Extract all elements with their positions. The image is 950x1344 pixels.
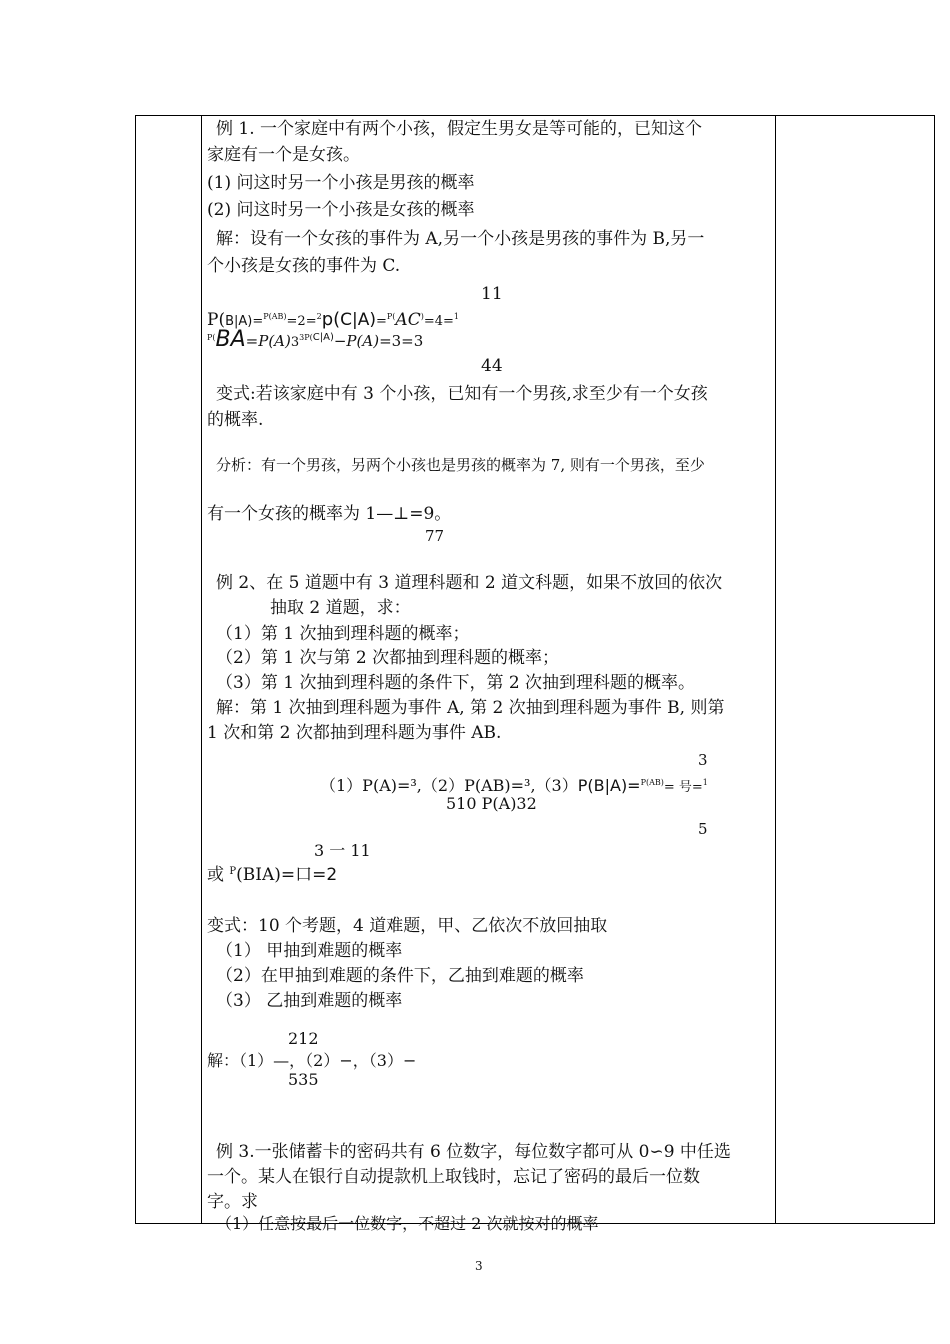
f1-a: P( xyxy=(207,310,226,330)
ex2-question-3: （3）第 1 次抽到理科题的条件下，第 2 次抽到理科题的概率。 xyxy=(216,673,696,693)
ex1-variant-line1: 变式:若该家庭中有 3 个小孩，已知有一个男孩,求至少有一个女孩 xyxy=(216,384,708,404)
f1-n: 1 xyxy=(453,312,459,321)
ex2-answer-denominator: 535 xyxy=(288,1070,319,1089)
f1-h: C|A) xyxy=(340,310,376,330)
f2-e: 3 xyxy=(299,333,305,342)
ex1-analysis-line1: 分析：有一个男孩，另两个小孩也是男孩的概率为 7, 则有一个男孩，至少 xyxy=(216,456,705,474)
ex2-variant-question-1: （1） 甲抽到难题的概率 xyxy=(216,941,403,961)
f1-j: P( xyxy=(386,312,396,321)
ex2-alt-numerator: 3 一 11 xyxy=(314,841,371,860)
ex2-top-number: 3 xyxy=(698,751,708,769)
f1-g: p( xyxy=(321,309,341,330)
ex2-title-line1: 例 2、在 5 道题中有 3 道理科题和 2 道文科题，如果不放回的依次 xyxy=(216,573,723,593)
f1-i: = xyxy=(376,314,387,329)
f2-d: 3 xyxy=(290,335,300,350)
ex2-variant-question-2: （2）在甲抽到难题的条件下，乙抽到难题的概率 xyxy=(216,966,584,986)
f2-c: =P(A) xyxy=(245,332,291,350)
f2-i: =3=3 xyxy=(379,332,424,350)
ex1-analysis-line2: 有一个女孩的概率为 1—⊥=9。 xyxy=(207,504,452,524)
table-left-border xyxy=(135,115,136,1224)
f1-b: B|A) xyxy=(225,314,253,329)
ex2-formula-b: P(B|A)= xyxy=(577,776,641,795)
f1-c: = xyxy=(252,314,264,329)
alt-a: 或 xyxy=(207,865,230,885)
ex2-formula-e: 1 xyxy=(702,778,708,787)
ex2-answer-numerator: 212 xyxy=(288,1029,319,1048)
alt-b: P xyxy=(229,866,237,877)
ex2-variant-title: 变式：10 个考题，4 道难题，甲、乙依次不放回抽取 xyxy=(207,916,608,936)
f1-l: ) xyxy=(420,312,424,321)
ex2-formula-c: P(AB) xyxy=(640,778,664,787)
ex1-title-line2: 家庭有一个是女孩。 xyxy=(207,145,360,165)
ex2-question-1: （1）第 1 次抽到理科题的概率； xyxy=(216,624,470,644)
ex2-alt-formula xyxy=(207,865,337,888)
alt-d: 口=2 xyxy=(295,865,338,885)
ex3-question-1-partial: （1）任意按最后一位数字，不超过 2 次就按对的概率 xyxy=(216,1214,599,1233)
ex2-bottom-number: 5 xyxy=(698,820,708,838)
table-col-divider-2 xyxy=(775,115,776,1224)
page-number: 3 xyxy=(475,1259,483,1273)
ex2-variant-question-3: （3） 乙抽到难题的概率 xyxy=(216,991,403,1011)
f1-f: 2 xyxy=(316,312,322,321)
ex2-question-2: （2）第 1 次与第 2 次都抽到理科题的概率； xyxy=(216,648,560,668)
ex1-variant-line2: 的概率. xyxy=(207,410,264,430)
alt-c: (BIA)= xyxy=(236,865,296,885)
f1-k: AC xyxy=(395,310,421,330)
f2-f: P( xyxy=(304,333,313,342)
f1-m: =4= xyxy=(423,314,454,329)
ex2-formula-denominator: 510 P(A)32 xyxy=(446,794,537,813)
ex3-title-line3: 字。求 xyxy=(207,1192,258,1212)
ex2-solution-line2: 1 次和第 2 次都抽到理科题为事件 AB. xyxy=(207,723,502,743)
ex2-formula-d: = 号= xyxy=(663,780,703,795)
ex1-fraction-numerator: 11 xyxy=(481,284,503,304)
ex1-question-2: (2) 问这时另一个小孩是女孩的概率 xyxy=(207,200,475,220)
f2-a: P( xyxy=(207,333,216,342)
f1-d: P(AB) xyxy=(263,312,287,321)
ex1-solution-line2: 个小孩是女孩的事件为 C. xyxy=(207,256,401,276)
ex2-formula-a: （1）P(A)=³,（2）P(AB)=³,（3） xyxy=(320,776,578,795)
content-cell xyxy=(202,116,775,1233)
ex3-title-line2: 一个。某人在银行自动提款机上取钱时，忘记了密码的最后一位数 xyxy=(207,1167,700,1187)
ex1-analysis-denominator: 77 xyxy=(425,527,445,545)
ex1-formula-line2 xyxy=(207,327,424,354)
ex1-title-line1: 例 1. 一个家庭中有两个小孩，假定生男女是等可能的，已知这个 xyxy=(216,119,703,139)
f2-h: −P(A) xyxy=(333,332,380,350)
ex1-solution-line1: 解：设有一个女孩的事件为 A,另一个小孩是男孩的事件为 B,另一 xyxy=(216,229,705,249)
table-right-border xyxy=(934,115,935,1224)
f2-g: C|A) xyxy=(312,332,334,343)
f1-e: =2= xyxy=(286,314,317,329)
ex2-answer: 解：（1）—，（2）−，（3）− xyxy=(207,1051,417,1070)
ex2-solution-line1: 解：第 1 次抽到理科题为事件 A, 第 2 次抽到理科题为事件 B, 则第 xyxy=(216,698,725,718)
ex1-fraction-denominator: 44 xyxy=(481,356,503,376)
ex2-title-line2: 抽取 2 道题，求： xyxy=(270,598,411,618)
ex1-question-1: (1) 问这时另一个小孩是男孩的概率 xyxy=(207,173,475,193)
f2-b: BA xyxy=(215,327,246,352)
ex3-title-line1: 例 3.一张储蓄卡的密码共有 6 位数字，每位数字都可从 0∽9 中任选 xyxy=(216,1142,731,1162)
